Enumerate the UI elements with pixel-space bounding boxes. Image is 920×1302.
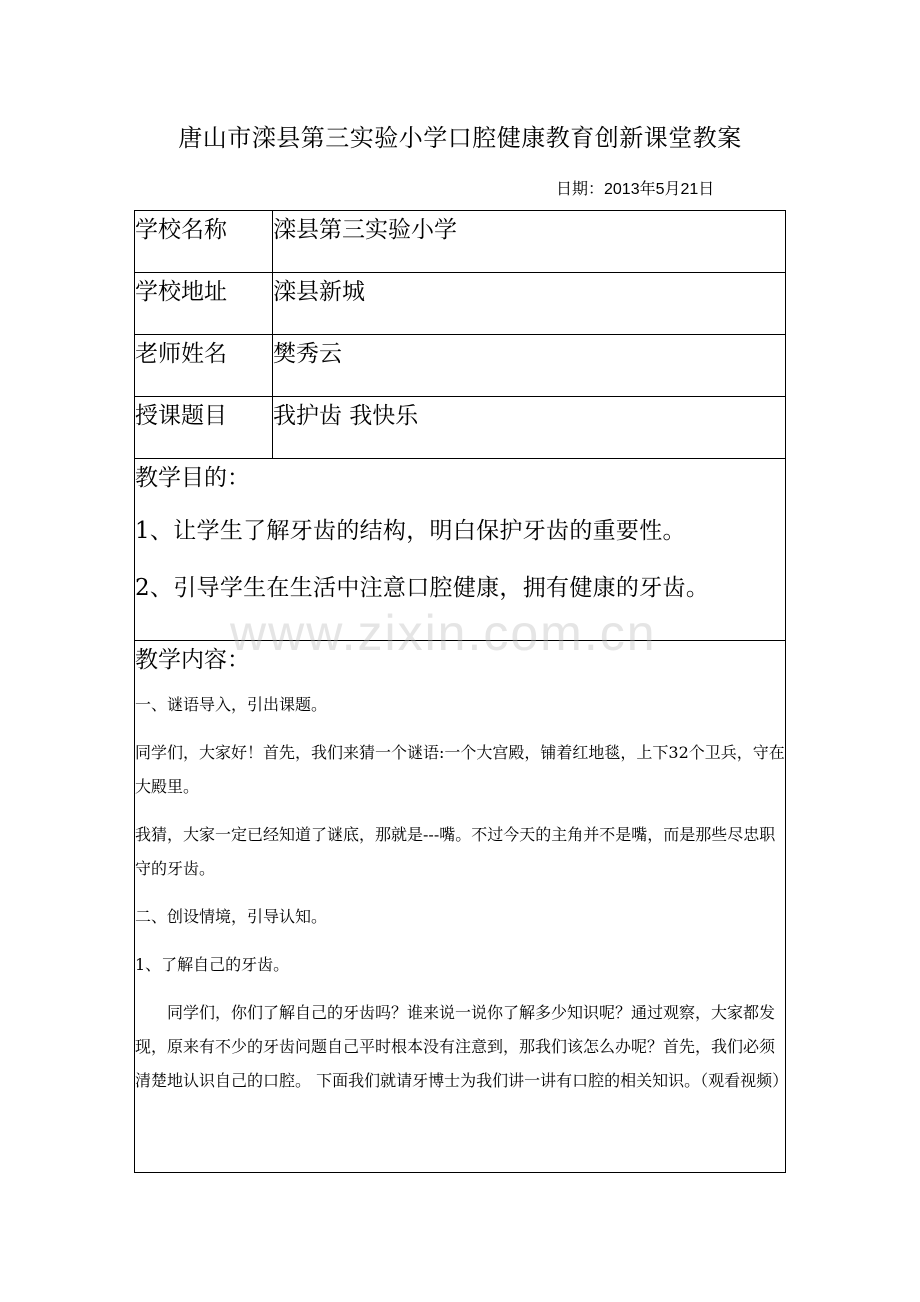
- content-paragraph: 同学们，大家好！首先，我们来猜一个谜语:一个大宫殿，铺着红地毯，上下32个卫兵，守在大殿里。: [135, 743, 785, 796]
- content-paragraph: 同学们，你们了解自己的牙齿吗？谁来说一说你了解多少知识呢？通过观察，大家都发现，原来有不少的牙齿问题自己平时根本没有注意到，那我们该怎么办呢？首先，我们必须清楚地认识自己的口腔。 下面我们就请牙博士为我们讲一讲有口腔的相关知识。（观看视频）: [135, 1003, 789, 1090]
- teaching-goals-cell: [135, 459, 786, 641]
- lesson-date: 日期：2013年5月21日: [556, 181, 715, 198]
- info-label: 老师姓名: [135, 335, 273, 397]
- teaching-goal-item: 2、引导学生在生活中注意口腔健康，拥有健康的牙齿。: [135, 575, 710, 601]
- content-subheading: 1、了解自己的牙齿。: [135, 955, 290, 974]
- teaching-content-row: [135, 641, 786, 1173]
- content-section-heading: 一、谜语导入，引出课题。: [135, 695, 328, 714]
- info-row-lesson-topic: [135, 397, 786, 459]
- info-row-teacher-name: [135, 335, 786, 397]
- info-row-school-address: [135, 273, 786, 335]
- info-value: 滦县新城: [273, 273, 786, 335]
- info-value: 樊秀云: [273, 335, 786, 397]
- document-title: 唐山市滦县第三实验小学口腔健康教育创新课堂教案: [178, 124, 742, 152]
- info-value: 我护齿 我快乐: [273, 397, 786, 459]
- teaching-content-heading: 教学内容：: [135, 647, 250, 673]
- content-paragraph: 我猜，大家一定已经知道了谜底，那就是---嘴。不过今天的主角并不是嘴，而是那些尽忠职守的牙齿。: [135, 825, 776, 878]
- content-section-heading: 二、创设情境，引导认知。: [135, 907, 328, 926]
- teaching-goal-item: 1、让学生了解牙齿的结构，明白保护牙齿的重要性。: [135, 518, 686, 544]
- info-row-school-name: [135, 211, 786, 273]
- info-label: 学校名称: [135, 211, 273, 273]
- info-label: 授课题目: [135, 397, 273, 459]
- watermark: www.zixin.com.cn: [230, 605, 657, 661]
- lesson-plan-table: [134, 210, 789, 1173]
- teaching-goals-row: [135, 459, 786, 641]
- info-label: 学校地址: [135, 273, 273, 335]
- info-value: 滦县第三实验小学: [273, 211, 786, 273]
- teaching-goals-heading: 教学目的：: [135, 465, 250, 491]
- teaching-content-cell: [135, 641, 789, 1173]
